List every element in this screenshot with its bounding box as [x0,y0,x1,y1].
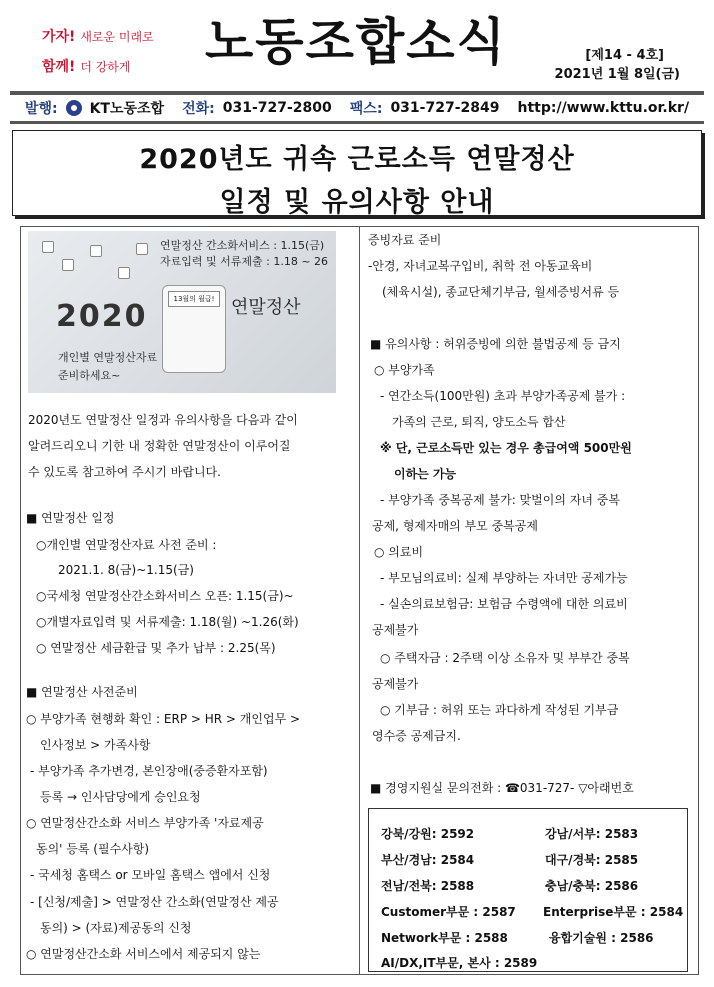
caution-item: ○ 부양가족 [374,363,435,377]
slogan-2-small: 더 강하게 [80,60,131,74]
caution-item: ○ 기부금 : 허위 또는 과다하게 작성된 기부금 [380,703,619,717]
phone-directory-box [368,808,688,972]
prep-item: 동의' 등록 (필수사항) [36,842,150,856]
headline-line-2: 일정 및 유의사항 안내 [219,187,495,218]
caution-title: ■ 유의사항 : 허위증빙에 의한 불법공제 등 금지 [370,337,621,351]
dice-icon [42,241,54,253]
issue-date: 2021년 1월 8일(금) [554,67,680,82]
prep-item: ○ 부양가족 현행화 확인 : ERP > HR > 개인업무 > [26,712,301,726]
phone-entry: 강북/강원: 2592 [381,827,475,841]
phone-entry: Customer부문 : 2587 [381,905,516,919]
image-submit-text: 자료입력 및 서류제출 : 1.18 ~ 26 [160,255,329,268]
fax: 031-727-2849 [390,100,500,116]
schedule-item: ○국세청 연말정산간소화서비스 오픈: 1.15(금)~ [36,589,294,603]
column-divider [359,226,360,974]
docs-line: 증빙자료 준비 [368,233,442,247]
schedule-item: ○개인별 연말정산자료 사전 준비 : [36,538,217,552]
publisher-label: 발행: [24,101,58,117]
image-year: 2020 [56,299,148,334]
issue-number: [제14 - 4호] [585,48,664,63]
prep-item: - 국세청 홈택스 or 모바일 홈택스 앱에서 신청 [30,868,271,882]
slogan-1-small: 새로운 미래로 [80,30,154,44]
phone-entry: 충남/충북: 2586 [545,879,639,893]
docs-line: -안경, 자녀교복구입비, 취학 전 아동교육비 [368,259,593,273]
schedule-item: ○ 연말정산 세금환급 및 추가 납부 : 2.25(목) [36,641,276,655]
prep-item: ○ 연말정산간소화 서비스 부양가족 '자료제공 [26,816,264,830]
newsletter-title: 노동조합소식 [205,13,507,71]
slogan-2-big: 함께! [42,59,76,75]
image-service-text: 연말정산 간소화서비스 : 1.15(금) [160,239,325,252]
dice-icon [62,259,74,271]
slogan-line-2 [42,56,131,76]
prep-item: - [신청/제출] > 연말정산 간소화(연말정산 제공 [30,895,279,909]
prep-item: 등록 → 인사담당에게 승인요청 [40,790,201,804]
caution-note: 이하는 가능 [394,467,457,481]
schedule-item: ○개별자료입력 및 서류제출: 1.18(월) ~1.26(화) [36,615,299,629]
phone-entry: 대구/경북: 2585 [545,853,639,867]
kt-union-logo-icon [66,100,82,116]
phone-entry: 부산/경남: 2584 [381,853,475,867]
header-rule-bottom [10,121,704,124]
phone-entry: AI/DX,IT부문, 본사 : 2589 [381,956,538,970]
header-rule-top [10,91,704,95]
dice-icon [136,243,148,255]
caution-item: 가족의 근로, 퇴직, 양도소득 합산 [392,415,566,429]
image-label: 연말정산 [231,297,301,318]
phone-entry: Network부문 : 2588 [381,931,508,945]
schedule-title: ■ 연말정산 일정 [26,511,115,525]
website-link[interactable]: http://www.kttu.or.kr/ [517,100,690,116]
phone-entry: Enterprise부문 : 2584 [543,905,684,919]
prep-item: 인사정보 > 가족사항 [40,738,151,752]
caution-item: 공제불가 [372,623,419,637]
phone: 031-727-2800 [222,100,332,116]
dice-icon [90,245,102,257]
headline-box [12,130,702,216]
caution-item: - 실손의료보험금: 보험금 수령액에 대한 의료비 [380,597,628,611]
caution-item: 영수증 공제금지. [372,729,461,743]
image-caption-1: 개인별 연말정산자료 [58,351,158,364]
fax-label: 팩스: [349,101,383,117]
calculator-screen: 13월의 월급! [168,291,220,307]
docs-line: (체육시설), 종교단체기부금, 월세증빙서류 등 [382,285,620,299]
intro-line-2: 알려드리오니 기한 내 정확한 연말정산이 이루어질 [28,439,291,453]
phone-entry: 강남/서부: 2583 [545,827,639,841]
slogan-line-1 [42,26,154,46]
prep-item: ○ 연말정산간소화 서비스에서 제공되지 않는 [26,947,261,961]
caution-item: ○ 주택자금 : 2주택 이상 소유자 및 부부간 중복 [380,651,630,665]
phone-entry: 융합기술원 : 2586 [549,931,654,945]
headline-line-1: 2020년도 귀속 근로소득 연말정산 [139,144,575,175]
year-end-tax-image [28,231,336,393]
prep-item: 동의) > (자료)제공동의 신청 [40,921,192,935]
publisher: KT노동조합 [89,101,165,117]
caution-item: - 연간소득(100만원) 초과 부양가족공제 불가 : [380,389,626,403]
contact-bar [12,96,702,120]
image-caption-2: 준비하세요~ [58,369,121,382]
intro-line-3: 수 있도록 참고하여 주시기 바랍니다. [28,465,221,479]
slogan-1-big: 가자! [42,29,76,45]
prep-title: ■ 연말정산 사전준비 [26,685,138,699]
caution-item: - 부모님의료비: 실제 부양하는 자녀만 공제가능 [380,571,628,585]
phone-entry: 전남/전북: 2588 [381,879,475,893]
schedule-item: 2021.1. 8(금)~1.15(금) [58,563,194,577]
intro-line-1: 2020년도 연말정산 일정과 유의사항을 다음과 같이 [28,413,298,427]
caution-note: ※ 단, 근로소득만 있는 경우 총급여액 500만원 [380,441,632,455]
caution-item: 공제, 형제자매의 부모 중복공제 [372,519,538,533]
caution-item: - 부양가족 중복공제 불가: 맞벌이의 자녀 중복 [380,493,620,507]
caution-item: 공제불가 [372,677,419,691]
prep-item: - 부양가족 추가변경, 본인장애(중증환자포함) [30,764,268,778]
dice-icon [118,267,130,279]
caution-item: ○ 의료비 [374,545,424,559]
phone-label: 전화: [182,101,215,117]
inquiry-line: ■ 경영지원실 문의전화 : ☎031-727- ▽아래번호 [370,781,634,795]
